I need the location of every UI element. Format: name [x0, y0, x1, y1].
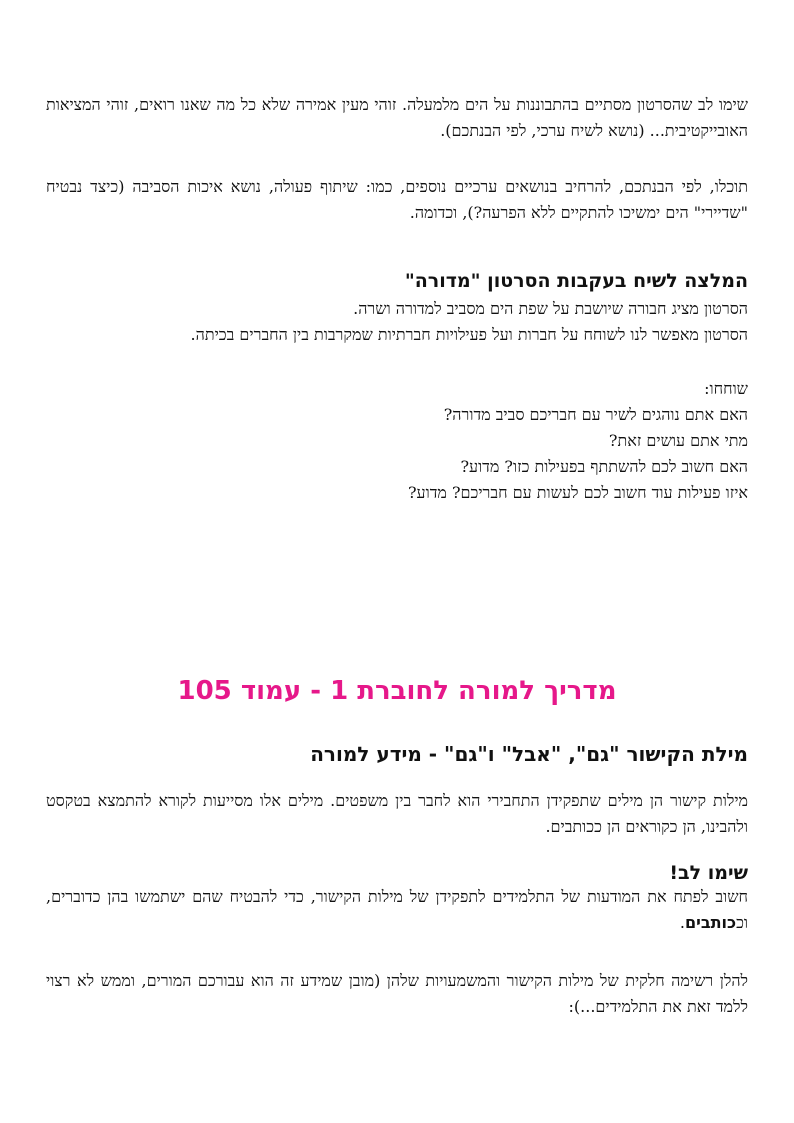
recommendation-text: [46, 296, 748, 348]
intro-paragraph-2: תוכלו, לפי הבנתכם, להרחיב בנושאים ערכיים נוספים, כמו: שיתוף פעולה, נושא איכות הסביבה (כיצד נבטיח "שדיירי" הים ימשיכו להתקיים ללא הפרעה?), וכדומה.: [46, 177, 748, 222]
intro-paragraph-1: שימו לב שהסרטון מסתיים בהתבוננות על הים מלמעלה. זוהי מעין אמירה שלא כל מה שאנו רואים, זוהי המציאות האובייקטיבית... (נושא לשיח ערכי, לפי הבנתכם).: [46, 95, 748, 140]
intro-block: [46, 92, 748, 144]
guide-block-1: [46, 788, 748, 840]
guide-paragraph-1: מילות קישור הן מילים שתפקידן התחבירי הוא לחבר בין משפטים. מילים אלו מסייעות לקורא להתמצא בטקסט ולהבינו, הן כקוראים הן ככותבים.: [46, 791, 748, 836]
intro-block-2: [46, 174, 748, 226]
recommendation-line-1: הסרטון מציג חבורה שיושבת על שפת הים מסביב למדורה ושרה.: [353, 299, 748, 318]
attention-block: [46, 862, 748, 936]
guide-subheading: מילת הקישור "גם", "אבל" ו"גם" - מידע למורה: [310, 742, 748, 766]
guide-title: מדריך למורה לחוברת 1 - עמוד 105: [177, 676, 617, 706]
discussion-question: האם חשוב לכם להשתתף בפעילות כזו? מדוע?: [460, 457, 748, 476]
guide-subheading-block: [46, 742, 748, 766]
guide-paragraph-2-main: חשוב לפתח את המודעות של התלמידים לתפקידן של מילות הקישור, כדי להבטיח שהם ישתמשו בהן כדוברים, וכ: [46, 887, 748, 932]
recommendation-heading: המלצה לשיח בעקבות הסרטון "מדורה": [404, 270, 748, 292]
attention-heading: שימו לב!: [669, 862, 748, 884]
guide-paragraph-2-end: .: [679, 913, 685, 932]
discussion-question: האם אתם נוהגים לשיר עם חבריכם סביב מדורה?: [443, 405, 748, 424]
guide-block-3: [46, 968, 748, 1020]
guide-paragraph-2-bold: כותבים: [684, 913, 737, 932]
guide-title-block: [46, 676, 748, 706]
guide-paragraph-3: להלן רשימה חלקית של מילות הקישור והמשמעויות שלהן (מובן שמידע זה הוא עבורכם המורים, וממש לא רצוי ללמד זאת את התלמידים...):: [46, 971, 748, 1016]
page: [46, 0, 748, 1123]
recommendation-section: [46, 268, 748, 348]
recommendation-line-2: הסרטון מאפשר לנו לשוחח על חברות ועל פעילויות חברתיות שמקרבות בין החברים בכיתה.: [190, 325, 748, 344]
guide-paragraph-2: [46, 884, 748, 936]
discussion-label: שוחחו:: [704, 379, 748, 398]
discussion-list: [46, 376, 748, 506]
discussion-section: [46, 376, 748, 506]
discussion-question: מתי אתם עושים זאת?: [608, 431, 748, 450]
discussion-question: איזו פעילות עוד חשוב לכם לעשות עם חבריכם? מדוע?: [407, 483, 748, 502]
